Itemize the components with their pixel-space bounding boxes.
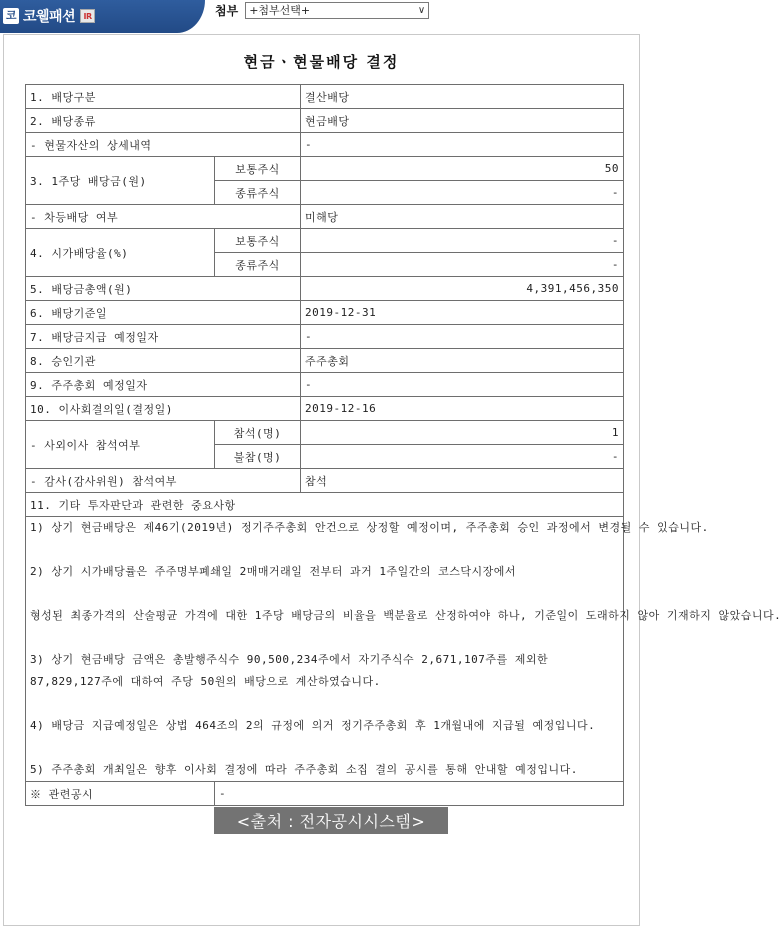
row-label: 4. 시가배당율(%) (26, 229, 215, 277)
row-label: - 현물자산의 상세내역 (26, 133, 301, 157)
notes-cell (26, 517, 781, 782)
table-row (26, 229, 624, 253)
company-logo-icon: 코 (3, 8, 19, 24)
page-title: 현금ㆍ현물배당 결정 (243, 53, 400, 71)
row-sublabel: 참석(명) (215, 421, 301, 445)
table-row (26, 85, 624, 109)
row-label: 1. 배당구분 (26, 85, 301, 109)
table-row (26, 157, 624, 181)
table-row (26, 109, 624, 133)
table-row (26, 205, 624, 229)
attachment-select-value: +첨부선택+ (249, 4, 311, 17)
row-label: - 감사(감사위원) 참석여부 (26, 469, 301, 493)
row-value: 2019-12-31 (301, 301, 624, 325)
row-label: ※ 관련공시 (26, 782, 215, 806)
row-value: 결산배당 (301, 85, 624, 109)
row-value: 4,391,456,350 (301, 277, 624, 301)
row-value: 현금배당 (301, 109, 624, 133)
table-row (26, 325, 624, 349)
note-paragraph: 3) 상기 현금배당 금액은 총발행주식수 90,500,234주에서 자기주식수 2,671,107주를 제외한 (30, 653, 549, 666)
row-label: 6. 배당기준일 (26, 301, 301, 325)
attachment-label: 첨부 (215, 3, 239, 18)
notes-row (26, 517, 624, 782)
row-value: - (301, 325, 624, 349)
row-label: - 차등배당 여부 (26, 205, 301, 229)
row-value: - (301, 253, 624, 277)
top-header (0, 0, 643, 34)
row-value: - (301, 373, 624, 397)
row-label: - 사외이사 참석여부 (26, 421, 215, 469)
chevron-down-icon[interactable]: ∨ (417, 4, 426, 16)
row-sublabel: 불참(명) (215, 445, 301, 469)
note-paragraph: 2) 상기 시가배당률은 주주명부폐쇄일 2매매거래일 전부터 과거 1주일간의 코스닥시장에서 (30, 565, 517, 578)
row-value: - (301, 133, 624, 157)
row-label: 10. 이사회결의일(결정일) (26, 397, 301, 421)
row-label: 9. 주주총회 예정일자 (26, 373, 301, 397)
table-row (26, 469, 624, 493)
note-paragraph: 4) 배당금 지급예정일은 상법 464조의 2의 규정에 의거 정기주주총회 후 1개월내에 지급될 예정입니다. (30, 719, 596, 732)
table-row (26, 373, 624, 397)
table-row (26, 301, 624, 325)
row-sublabel: 보통주식 (215, 157, 301, 181)
row-value: 2019-12-16 (301, 397, 624, 421)
table-row (26, 277, 624, 301)
dividend-table (25, 84, 781, 806)
row-value: 참석 (301, 469, 624, 493)
note-paragraph: 5) 주주총회 개최일은 향후 이사회 결정에 따라 주주총회 소집 결의 공시를 통해 안내할 예정입니다. (30, 763, 578, 776)
row-label: 2. 배당종류 (26, 109, 301, 133)
table-row (26, 782, 624, 806)
ir-badge-icon[interactable]: IR (80, 9, 95, 23)
row-value: 50 (301, 157, 624, 181)
table-row (26, 349, 624, 373)
row-label: 5. 배당금총액(원) (26, 277, 301, 301)
row-sublabel: 보통주식 (215, 229, 301, 253)
row-label: 7. 배당금지급 예정일자 (26, 325, 301, 349)
row-sublabel: 종류주식 (215, 253, 301, 277)
row-label: 11. 기타 투자판단과 관련한 중요사항 (26, 493, 624, 517)
row-label: 3. 1주당 배당금(원) (26, 157, 215, 205)
table-row (26, 421, 624, 445)
row-value: 1 (301, 421, 624, 445)
source-watermark: <출처 : 전자공시시스템> (214, 807, 448, 834)
row-value: - (215, 782, 624, 806)
row-value: - (301, 229, 624, 253)
note-paragraph: 형성된 최종가격의 산술평균 가격에 대한 1주당 배당금의 비율을 백분율로 산정하여야 하나, 기준일이 도래하지 않아 기재하지 않았습니다. (30, 609, 781, 622)
table-row (26, 133, 624, 157)
table-row (26, 397, 624, 421)
company-brand[interactable] (3, 6, 95, 26)
note-paragraph: 87,829,127주에 대하여 주당 50원의 배당으로 계산하였습니다. (30, 675, 381, 688)
row-sublabel: 종류주식 (215, 181, 301, 205)
attachment-select[interactable] (245, 2, 429, 19)
row-value: 주주총회 (301, 349, 624, 373)
row-label: 8. 승인기관 (26, 349, 301, 373)
note-paragraph: 1) 상기 현금배당은 제46기(2019년) 정기주주총회 안건으로 상정할 예정이며, 주주총회 승인 과정에서 변경될 수 있습니다. (30, 521, 709, 534)
attachment-area (215, 1, 429, 19)
table-row (26, 493, 624, 517)
disclosure-document (3, 34, 781, 926)
row-value: - (301, 181, 624, 205)
row-value: 미해당 (301, 205, 624, 229)
row-value: - (301, 445, 624, 469)
company-name: 코웰패션 (23, 9, 76, 25)
